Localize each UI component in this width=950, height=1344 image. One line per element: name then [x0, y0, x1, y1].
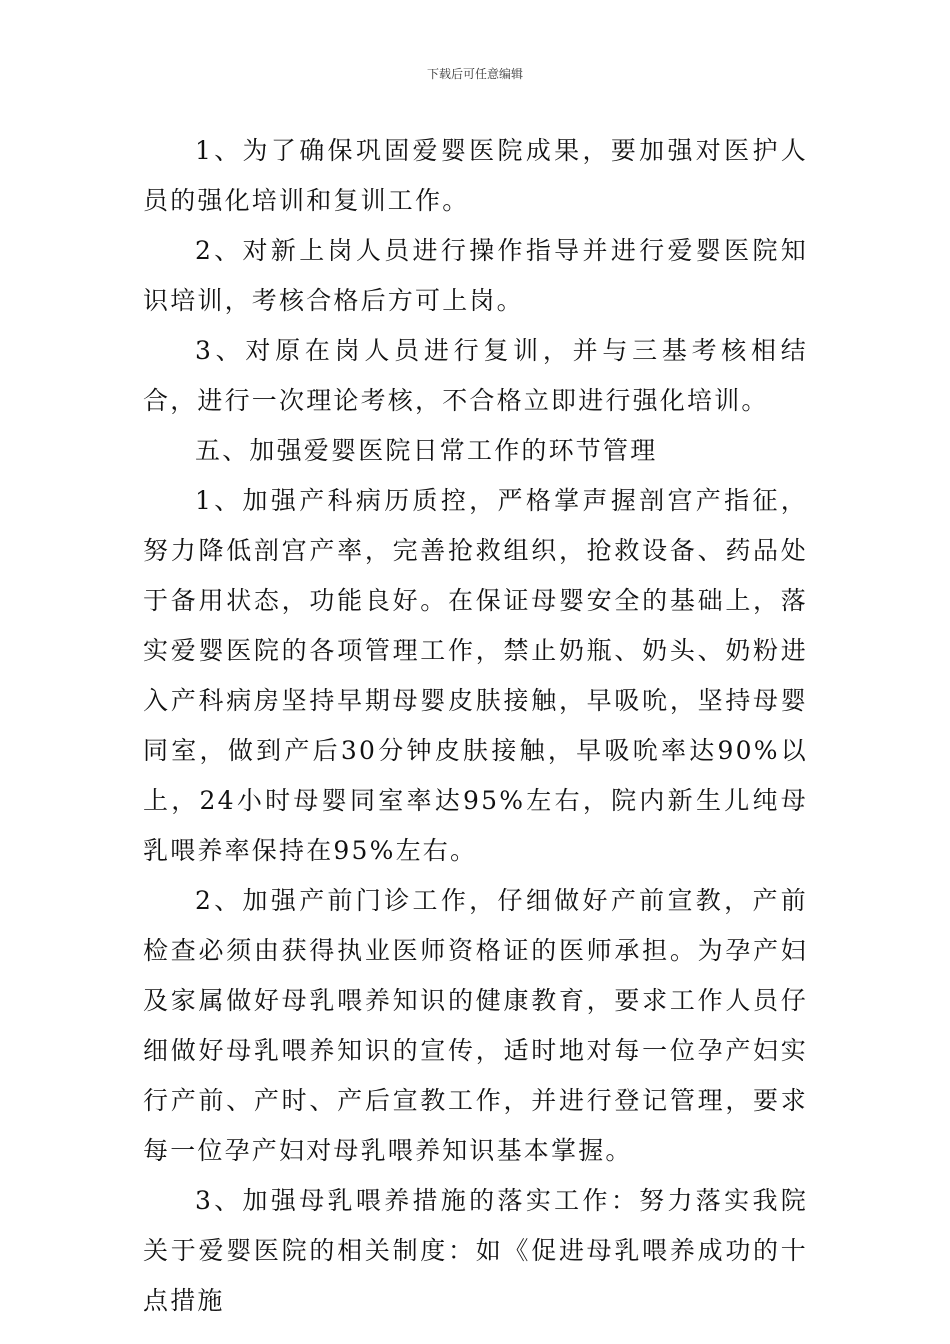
document-body [143, 126, 808, 1326]
paragraph-prenatal-clinic: 2、加强产前门诊工作，仔细做好产前宣教，产前检查必须由获得执业医师资格证的医师承担。为孕产妇及家属做好母乳喂养知识的健康教育，要求工作人员仔细做好母乳喂养知识的宣传，适时地对每一位孕产妇实行产前、产时、产后宣教工作，并进行登记管理，要求每一位孕产妇对母乳喂养知识基本掌握。 [143, 886, 808, 1165]
paragraph-existing-staff-retraining: 3、对原在岗人员进行复训，并与三基考核相结合，进行一次理论考核，不合格立即进行强化培训。 [143, 336, 808, 415]
paragraph-obstetrics-quality-control: 1、加强产科病历质控，严格掌声握剖宫产指征，努力降低剖宫产率，完善抢救组织，抢救设备、药品处于备用状态，功能良好。在保证母婴安全的基础上，落实爱婴医院的各项管理工作，禁止奶瓶、奶头、奶粉进入产科病房坚持早期母婴皮肤接触，早吸吮，坚持母婴同室，做到产后30分钟皮肤接触，早吸吮率达90%以上，24小时母婴同室率达95%左右，院内新生儿纯母乳喂养率保持在95%左右。 [143, 486, 808, 865]
page-header-note: 下载后可任意编辑 [426, 67, 523, 81]
paragraph-breastfeeding-measures: 3、加强母乳喂养措施的落实工作：努力落实我院关于爱婴医院的相关制度：如《促进母乳喂养成功的十点措施 [143, 1186, 808, 1315]
paragraph-new-staff-training: 2、对新上岗人员进行操作指导并进行爱婴医院知识培训，考核合格后方可上岗。 [143, 236, 808, 315]
paragraph-retraining: 1、为了确保巩固爱婴医院成果，要加强对医护人员的强化培训和复训工作。 [143, 136, 808, 215]
section-heading-five: 五、加强爱婴医院日常工作的环节管理 [195, 436, 658, 465]
